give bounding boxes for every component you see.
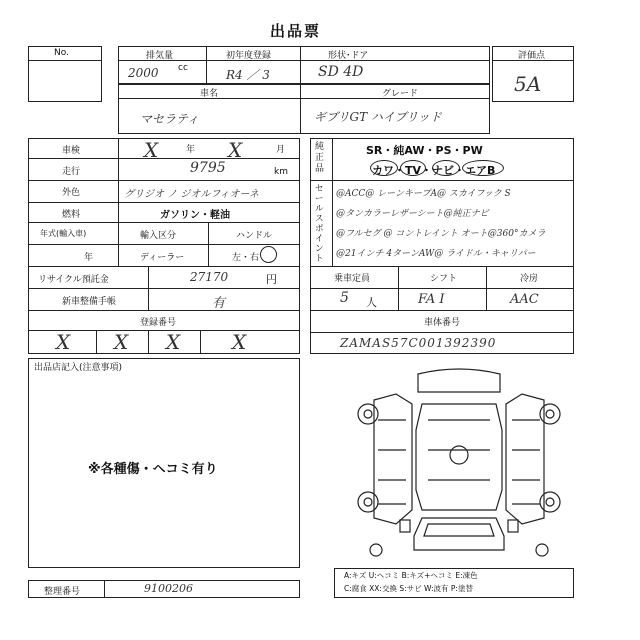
chassis-number-value: ZAMAS57C001392390	[340, 336, 497, 350]
car-name-value: マセラティ	[140, 112, 200, 126]
sales-note-2: @タンカラーレザーシート@純正ナビ	[336, 209, 489, 219]
remarks-text: ※各種傷・ヘコミ有り	[88, 462, 218, 477]
spec-header-block	[118, 46, 490, 84]
service-book-label: 新車整備手帳	[62, 297, 117, 307]
wheel-rear-right	[540, 492, 560, 512]
mileage-value: 9795	[190, 160, 226, 176]
fuel-options: ガソリン・軽油	[160, 210, 230, 221]
inspection-label: 車検	[62, 146, 81, 156]
registration-number-part-1: X	[56, 330, 71, 354]
airbag-circle	[462, 160, 504, 176]
registration-number-part-4: X	[232, 330, 247, 354]
wheel-front-right	[540, 404, 560, 424]
shift-value: FA I	[418, 292, 445, 307]
sales-note-3: @フルセグ @ コントレイント オート@360°カメラ	[336, 229, 546, 239]
capacity-value: 5	[340, 290, 349, 306]
wheel-rear-left	[358, 492, 378, 512]
body-door-label: 形状･ドア	[328, 51, 369, 61]
no-label: No.	[54, 48, 69, 58]
import-class-label: 輸入区分	[140, 231, 177, 241]
registration-number-label: 登録番号	[140, 318, 177, 328]
inspection-month-value: X	[228, 138, 243, 162]
service-book-value: 有	[212, 296, 226, 311]
exterior-color-value: グリジオ ノ ジオルフィオーネ	[124, 189, 260, 200]
mileage-unit: km	[274, 167, 288, 177]
recycle-deposit-label: リサイクル預託金	[38, 275, 109, 285]
exterior-color-label: 外色	[62, 188, 81, 198]
ac-value: AAC	[510, 292, 539, 307]
legend-line-2: C:腐食 XX:交換 S:サビ W:波有 P:塗替	[344, 584, 473, 593]
grade-value: ギブリGT ハイブリッド	[314, 110, 442, 124]
options-line-2: カワ・TV・ナビ・エアB	[372, 164, 496, 177]
grade-label: グレード	[382, 89, 419, 99]
registration-number-part-3: X	[166, 330, 181, 354]
grade-score-value: 5A	[514, 72, 542, 96]
handle-label: ハンドル	[236, 231, 273, 241]
sales-note-1: @ACC@ レーンキープA@ スカイフック S	[336, 189, 511, 199]
body-door-value: SD 4D	[318, 64, 364, 80]
grade-score-label: 評価点	[518, 51, 546, 61]
handle-right-circle	[260, 246, 277, 263]
sales-point-label: セールスポイント	[315, 184, 324, 264]
inspection-month-unit: 月	[276, 145, 286, 155]
remarks-title: 出品店記入(注意事項)	[34, 363, 123, 373]
front-view-outline	[414, 518, 504, 550]
car-name-label: 車名	[200, 89, 219, 99]
document-title: 出品票	[270, 22, 322, 40]
mileage-label: 走行	[62, 167, 81, 177]
displacement-label: 排気量	[146, 51, 174, 61]
dealer-cell: ディーラー	[140, 253, 185, 263]
ac-label: 冷房	[520, 274, 539, 284]
shift-label: シフト	[430, 274, 458, 284]
year-cell: 年	[84, 253, 94, 263]
capacity-label: 乗車定員	[334, 274, 371, 284]
first-registration-value: R4 ／ 3	[226, 68, 270, 82]
car-damage-diagram	[356, 360, 562, 560]
control-number-value: 9100206	[144, 582, 193, 595]
displacement-value: 2000	[128, 66, 159, 80]
roof-outline	[418, 369, 500, 392]
recycle-deposit-unit: 円	[266, 273, 277, 286]
recycle-deposit-value: 27170	[190, 270, 229, 284]
inspection-year-unit: 年	[186, 145, 196, 155]
wheel-front-left	[358, 404, 378, 424]
genuine-label: 純正品	[315, 142, 325, 174]
control-number-label: 整理番号	[44, 587, 81, 597]
first-registration-label: 初年度登録	[226, 51, 272, 61]
legend-line-1: A:キズ U:ヘコミ B:キズ+ヘコミ E:凍色	[344, 571, 478, 580]
inspection-year-value: X	[144, 138, 159, 162]
leather-circle	[370, 160, 398, 176]
navi-circle	[432, 160, 460, 176]
year-import-label: 年式(輸入車)	[40, 229, 87, 238]
tv-circle	[400, 160, 426, 176]
displacement-unit: cc	[178, 63, 188, 73]
options-line-1: SR・純AW・PS・PW	[366, 144, 483, 157]
chassis-number-label: 車体番号	[424, 318, 461, 328]
registration-number-part-2: X	[114, 330, 129, 354]
fuel-label: 燃料	[62, 210, 81, 220]
capacity-unit: 人	[366, 296, 377, 309]
handle-options: 左・右	[232, 253, 260, 263]
sales-note-4: @21インチ 4ターンAW@ ライドル・キャリパー	[336, 249, 536, 259]
